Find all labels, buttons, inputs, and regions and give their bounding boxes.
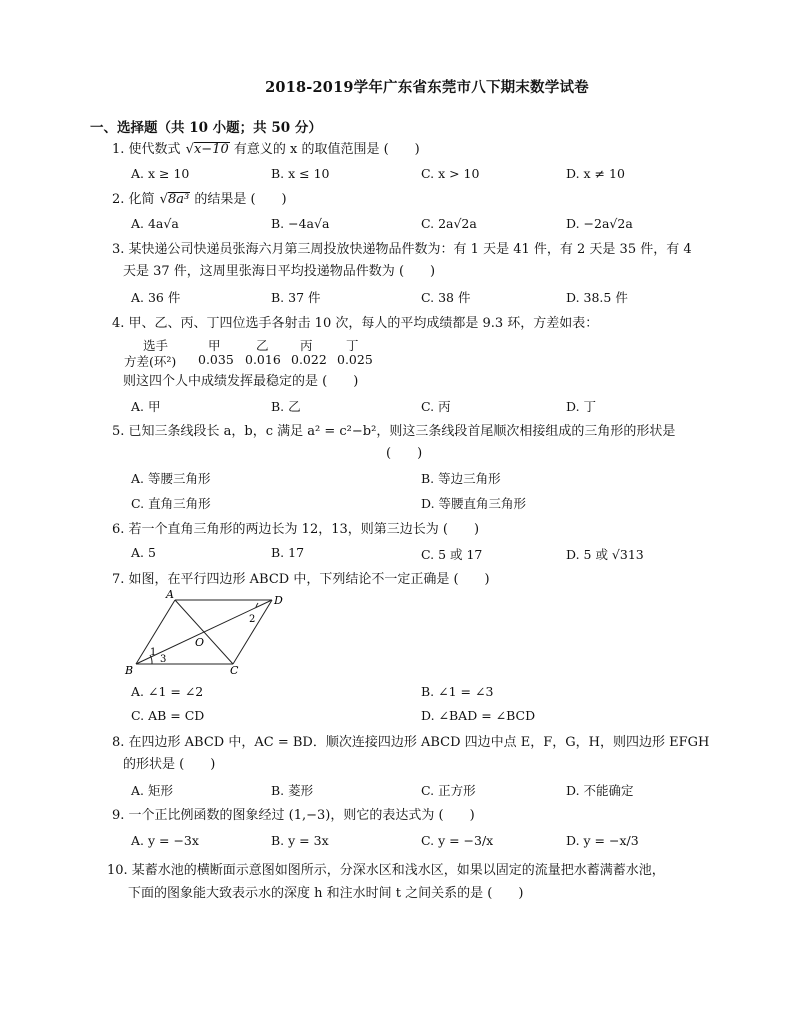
q2-option-c: C. 2a√2a bbox=[421, 216, 477, 231]
q5-option-a: A. 等腰三角形 bbox=[131, 471, 211, 486]
section-heading: 一、选择题（共 10 小题；共 50 分） bbox=[90, 120, 322, 136]
q1-option-a: A. x ≥ 10 bbox=[131, 166, 190, 181]
q5-option-c: C. 直角三角形 bbox=[131, 496, 211, 511]
q2-option-d: D. −2a√2a bbox=[566, 216, 633, 231]
q5-option-b: B. 等边三角形 bbox=[421, 471, 501, 486]
q1-option-d: D. x ≠ 10 bbox=[566, 166, 625, 181]
table-cell-bing: 0.022 bbox=[291, 352, 327, 367]
q8-option-c: C. 正方形 bbox=[421, 783, 476, 798]
figure-label-d: D bbox=[274, 594, 283, 607]
figure-label-c: C bbox=[230, 664, 239, 677]
radical-expression: √ x−10 bbox=[194, 142, 230, 156]
question-3-line-1: 3. 某快递公司快递员张海六月第三周投放快递物品件数为：有 1 天是 41 件，有 2 天是 35 件，有 4 bbox=[112, 242, 692, 257]
q7-option-c: C. AB = CD bbox=[131, 708, 205, 723]
q1-option-c: C. x > 10 bbox=[421, 166, 480, 181]
q3-option-b: B. 37 件 bbox=[271, 290, 321, 305]
question-9: 9. 一个正比例函数的图象经过 (1,−3)，则它的表达式为 ( ) bbox=[112, 808, 475, 823]
q9-option-c: C. y = −3/x bbox=[421, 833, 494, 848]
question-5-paren: ( ) bbox=[386, 446, 423, 461]
question-5-line-1: 5. 已知三条线段长 a，b，c 满足 a² = c²−b²，则这三条线段首尾顺次相接组成的三角形的形状是 bbox=[112, 424, 676, 439]
exam-title: 2018-2019学年广东省东莞市八下期末数学试卷 bbox=[265, 79, 589, 96]
table-row-label: 方差(环²) bbox=[124, 354, 177, 369]
q9-option-a: A. y = −3x bbox=[131, 833, 199, 848]
question-6: 6. 若一个直角三角形的两边长为 12，13，则第三边长为 ( ) bbox=[112, 522, 480, 537]
question-1: 1. 使代数式 √ x−10 有意义的 x 的取值范围是 ( ) bbox=[112, 142, 420, 158]
q3-option-d: D. 38.5 件 bbox=[566, 290, 628, 305]
angle-label-1: 1 bbox=[150, 647, 157, 658]
q6-option-c: C. 5 或 17 bbox=[421, 547, 483, 562]
question-10-line-2: 下面的图象能大致表示水的深度 h 和注水时间 t 之间关系的是 ( ) bbox=[128, 886, 524, 901]
q4-option-a: A. 甲 bbox=[131, 399, 161, 414]
q2-option-b: B. −4a√a bbox=[271, 216, 330, 231]
q6-option-a: A. 5 bbox=[131, 545, 156, 560]
q8-option-a: A. 矩形 bbox=[131, 783, 173, 798]
q8-option-d: D. 不能确定 bbox=[566, 783, 634, 798]
table-head-yi: 乙 bbox=[256, 338, 269, 353]
q2-option-a: A. 4a√a bbox=[131, 216, 179, 231]
q6-option-d: D. 5 或 √313 bbox=[566, 547, 644, 562]
angle-label-3: 3 bbox=[160, 654, 167, 665]
q3-option-a: A. 36 件 bbox=[131, 290, 181, 305]
figure-label-o: O bbox=[195, 636, 205, 649]
question-8-line-2: 的形状是 ( ) bbox=[123, 757, 216, 772]
q9-option-d: D. y = −x/3 bbox=[566, 833, 639, 848]
figure-label-b: B bbox=[125, 664, 134, 677]
question-8-line-1: 8. 在四边形 ABCD 中，AC = BD．顺次连接四边形 ABCD 四边中点 E，F，G，H，则四边形 EFGH bbox=[112, 735, 710, 750]
q7-option-d: D. ∠BAD = ∠BCD bbox=[421, 708, 536, 723]
table-head-player: 选手 bbox=[143, 338, 169, 353]
question-4-line-1: 4. 甲、乙、丙、丁四位选手各射击 10 次，每人的平均成绩都是 9.3 环，方差如表： bbox=[112, 316, 599, 331]
table-cell-yi: 0.016 bbox=[245, 352, 281, 367]
question-2: 2. 化简 √ 8a³ 的结果是 ( ) bbox=[112, 192, 287, 208]
q6-option-b: B. 17 bbox=[271, 545, 305, 560]
q7-option-b: B. ∠1 = ∠3 bbox=[421, 684, 494, 699]
q4-option-d: D. 丁 bbox=[566, 399, 597, 414]
q8-option-b: B. 菱形 bbox=[271, 783, 314, 798]
table-head-ding: 丁 bbox=[346, 338, 359, 353]
table-head-bing: 丙 bbox=[300, 338, 313, 353]
question-10-line-1: 10. 某蓄水池的横断面示意图如图所示，分深水区和浅水区，如果以固定的流量把水蓄满蓄水池， bbox=[107, 863, 665, 878]
radical-expression: √ 8a³ bbox=[168, 192, 191, 206]
question-3-line-2: 天是 37 件，这周里张海日平均投递物品件数为 ( ) bbox=[123, 264, 436, 279]
table-cell-ding: 0.025 bbox=[337, 352, 373, 367]
q4-option-b: B. 乙 bbox=[271, 399, 301, 414]
q5-option-d: D. 等腰直角三角形 bbox=[421, 496, 527, 511]
figure-label-a: A bbox=[166, 588, 174, 601]
q4-option-c: C. 丙 bbox=[421, 399, 451, 414]
q9-option-b: B. y = 3x bbox=[271, 833, 329, 848]
q7-option-a: A. ∠1 = ∠2 bbox=[131, 684, 204, 699]
q3-option-c: C. 38 件 bbox=[421, 290, 471, 305]
table-cell-jia: 0.035 bbox=[198, 352, 234, 367]
table-head-jia: 甲 bbox=[208, 338, 221, 353]
angle-label-2: 2 bbox=[249, 614, 256, 625]
question-4-line-2: 则这四个人中成绩发挥最稳定的是 ( ) bbox=[123, 374, 359, 389]
q1-option-b: B. x ≤ 10 bbox=[271, 166, 330, 181]
question-7: 7. 如图，在平行四边形 ABCD 中，下列结论不一定正确是 ( ) bbox=[112, 572, 490, 587]
